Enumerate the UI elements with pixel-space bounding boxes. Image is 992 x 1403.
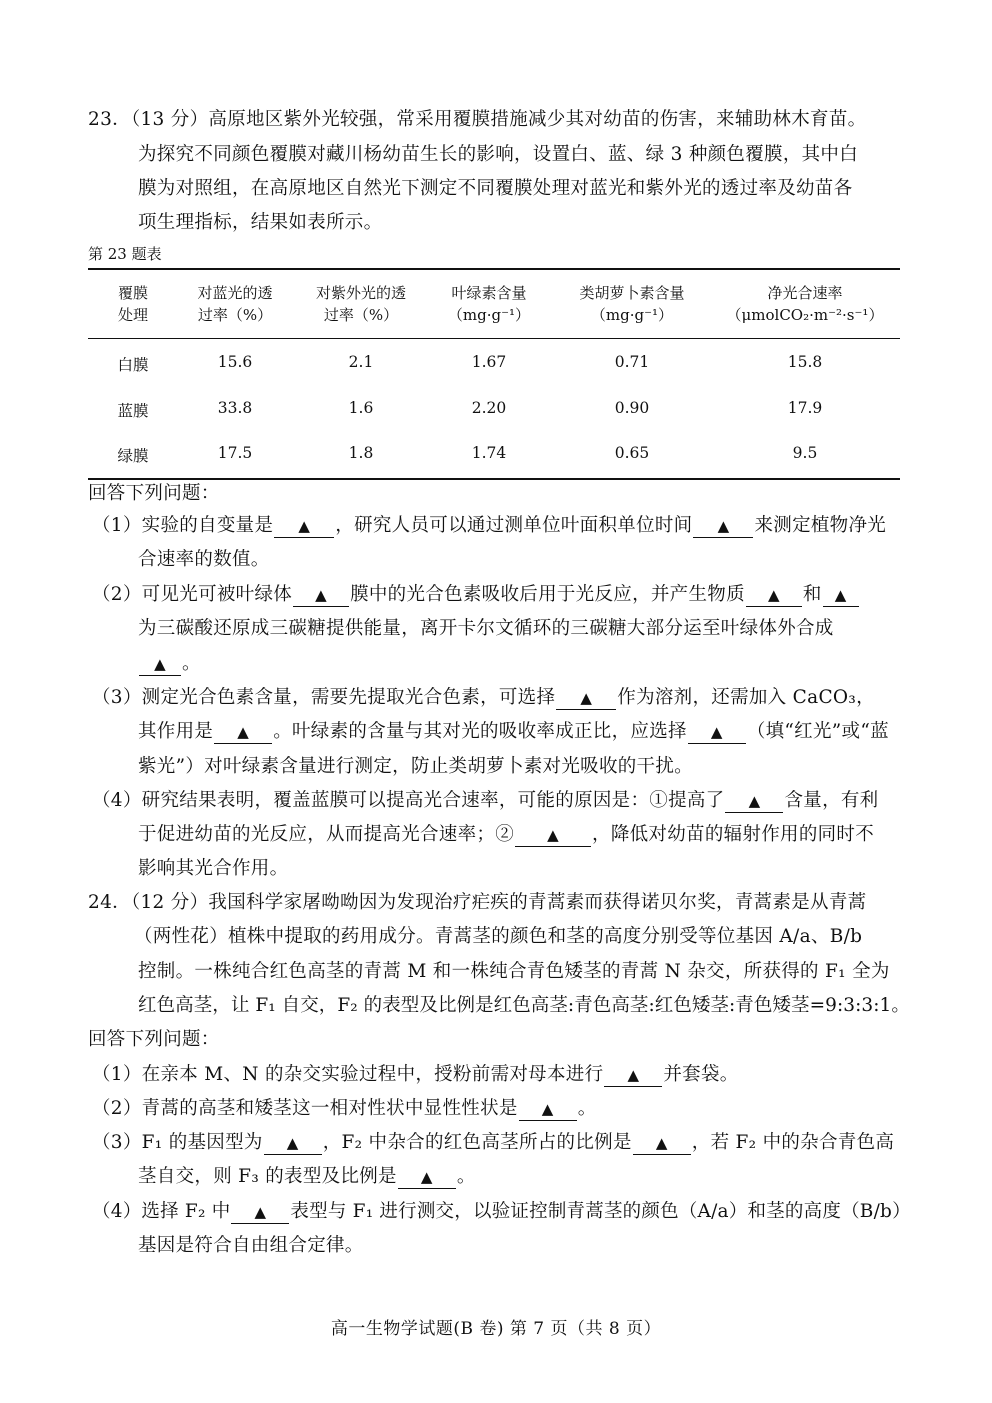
triangle-mark-icon: ▲ [580, 689, 593, 707]
answer-blank[interactable] [398, 1166, 456, 1189]
q23-part4-line-2 [138, 821, 874, 849]
table-cell: 2.1 [348, 353, 374, 371]
table-cell: 1.74 [471, 444, 507, 462]
text: （4）选择 F₂ 中 [92, 1201, 231, 1222]
answer-blank[interactable] [633, 1132, 691, 1155]
q24-answer-prompt: 回答下列问题： [88, 1029, 220, 1050]
q23-part4-line-3: 影响其光合作用。 [138, 858, 289, 879]
q23-part2-line-1 [92, 581, 860, 609]
q23-part2-line-3 [138, 650, 201, 678]
text: （4）研究结果表明，覆盖蓝膜可以提高光合速率，可能的原因是：①提高了 [92, 790, 725, 811]
table-cell: 2.20 [471, 399, 507, 417]
header-text: （mg·g⁻¹） [447, 306, 531, 324]
triangle-mark-icon: ▲ [710, 723, 723, 741]
table-cell: 绿膜 [117, 447, 149, 465]
q23-part1-line-2: 合速率的数值。 [138, 549, 270, 570]
table-cell: 1.6 [348, 399, 374, 417]
triangle-mark-icon: ▲ [237, 723, 250, 741]
table-header-cell [720, 282, 890, 326]
text: （1）在亲本 M、N 的杂交实验过程中，授粉前需对母本进行 [92, 1064, 604, 1085]
answer-blank[interactable] [231, 1201, 289, 1224]
header-text: 过率（%） [197, 306, 273, 324]
table-cell: 17.5 [217, 444, 253, 462]
text: 。 [182, 653, 201, 674]
q23-part4-line-1 [92, 787, 879, 815]
header-text: 叶绿素含量 [451, 284, 527, 302]
header-text: 对蓝光的透 [197, 284, 273, 302]
q24-part1 [92, 1061, 739, 1089]
table-header-cell [560, 282, 704, 326]
text: 和 [802, 584, 822, 605]
answer-blank[interactable] [725, 790, 783, 813]
text: （填“红光”或“蓝 [746, 721, 889, 742]
table-header-cell [180, 282, 290, 326]
table-cell: 0.90 [614, 399, 650, 417]
table-cell: 0.71 [614, 353, 650, 371]
triangle-mark-icon: ▲ [254, 1203, 267, 1221]
q24-intro-line-1: 24．（12 分）我国科学家屠呦呦因为发现治疗疟疾的青蒿素而获得诺贝尔奖，青蒿素是从青蒿 [88, 892, 867, 913]
triangle-mark-icon: ▲ [767, 586, 780, 604]
q24-part4-line-1 [92, 1198, 911, 1226]
q24-intro-line-3: 控制。一株纯合红色高茎的青蒿 M 和一株纯合青色矮茎的青蒿 N 杂交，所获得的 F₁ 全为 [138, 961, 890, 982]
q23-part3-line-1 [92, 684, 875, 712]
q24-part3-line-2 [138, 1163, 476, 1191]
table-cell: 17.9 [787, 399, 823, 417]
triangle-mark-icon: ▲ [547, 826, 559, 844]
text: 含量，有利 [784, 790, 879, 811]
q23-part1-line-1 [92, 512, 886, 540]
q23-part3-line-3: 紫光”）对叶绿素含量进行测定，防止类胡萝卜素对光吸收的干扰。 [138, 756, 693, 777]
table-top-rule [88, 268, 900, 270]
text: 于促进幼苗的光反应，从而提高光合速率；② [138, 824, 515, 845]
q23-intro-line-2: 为探究不同颜色覆膜对藏川杨幼苗生长的影响，设置白、蓝、绿 3 种颜色覆膜，其中白 [138, 144, 859, 165]
triangle-mark-icon: ▲ [834, 586, 847, 604]
text: ，降低对幼苗的辐射作用的同时不 [592, 824, 875, 845]
answer-blank[interactable] [274, 515, 334, 538]
text: （3）测定光合色素含量，需要先提取光合色素，可选择 [92, 687, 556, 708]
page-footer: 高一生物学试题(B 卷) 第 7 页（共 8 页） [330, 1319, 662, 1339]
table-cell: 1.67 [471, 353, 507, 371]
q24-part2 [92, 1095, 597, 1123]
table-cell: 15.8 [787, 353, 823, 371]
triangle-mark-icon: ▲ [286, 1134, 299, 1152]
answer-blank[interactable] [293, 584, 349, 607]
q23-part3-line-2 [138, 718, 889, 746]
header-text: （μmolCO₂·m⁻²·s⁻¹） [726, 306, 884, 324]
triangle-mark-icon: ▲ [748, 792, 761, 810]
table-cell: 白膜 [117, 356, 149, 374]
table-cell: 1.8 [348, 444, 374, 462]
header-text: 处理 [117, 306, 148, 324]
text: 并套袋。 [663, 1064, 739, 1085]
table-cell: 15.6 [217, 353, 253, 371]
q24-intro-line-2: （两性花）植株中提取的药用成分。青蒿茎的颜色和茎的高度分别受等位基因 A/a、B/b [134, 926, 863, 947]
answer-blank[interactable] [139, 653, 181, 676]
answer-blank[interactable] [604, 1064, 662, 1087]
text: （1）实验的自变量是 [92, 515, 274, 536]
q24-part3-line-1 [92, 1129, 894, 1157]
text: 茎自交，则 F₃ 的表型及比例是 [138, 1166, 397, 1187]
table-header-cell [98, 282, 168, 326]
answer-blank[interactable] [746, 584, 802, 607]
answer-blank[interactable] [693, 515, 753, 538]
answer-blank[interactable] [823, 584, 859, 607]
answer-blank[interactable] [515, 824, 591, 847]
answer-blank[interactable] [264, 1132, 322, 1155]
text: 其作用是 [138, 721, 214, 742]
answer-blank[interactable] [556, 687, 616, 710]
triangle-mark-icon: ▲ [154, 655, 166, 673]
answer-blank[interactable] [519, 1098, 577, 1121]
table-cell: 33.8 [217, 399, 253, 417]
header-text: 覆膜 [117, 284, 148, 302]
triangle-mark-icon: ▲ [541, 1100, 554, 1118]
triangle-mark-icon: ▲ [655, 1134, 668, 1152]
text: 。叶绿素的含量与其对光的吸收率成正比，应选择 [273, 721, 687, 742]
answer-blank[interactable] [688, 721, 746, 744]
table-caption: 第 23 题表 [88, 245, 162, 263]
text: ，若 F₂ 中的杂合青色高 [691, 1132, 895, 1153]
q23-intro-line-3: 膜为对照组，在高原地区自然光下测定不同覆膜处理对蓝光和紫外光的透过率及幼苗各 [138, 178, 853, 199]
table-cell: 9.5 [792, 444, 818, 462]
text: 作为溶剂，还需加入 CaCO₃， [617, 687, 875, 708]
triangle-mark-icon: ▲ [315, 586, 327, 604]
text: ，F₂ 中杂合的红色高茎所占的比例是 [322, 1132, 632, 1153]
text: 膜中的光合色素吸收后用于光反应，并产生物质 [350, 584, 745, 605]
q23-part2-line-2: 为三碳酸还原成三碳糖提供能量，离开卡尔文循环的三碳糖大部分运至叶绿体外合成 [138, 618, 834, 639]
header-text: 类胡萝卜素含量 [579, 284, 685, 302]
table-header-cell [300, 282, 422, 326]
header-text: 对紫外光的透 [315, 284, 406, 302]
triangle-mark-icon: ▲ [717, 517, 730, 535]
q23-intro-line-4: 项生理指标，结果如表所示。 [138, 212, 383, 233]
header-text: 净光合速率 [767, 284, 843, 302]
table-header-rule [88, 338, 900, 339]
text: ，研究人员可以通过测单位叶面积单位时间 [335, 515, 693, 536]
text: 表型与 F₁ 进行测交，以验证控制青蒿茎的颜色（A/a）和茎的高度（B/b） [290, 1201, 911, 1222]
table-header-cell [432, 282, 546, 326]
header-text: （mg·g⁻¹） [590, 306, 674, 324]
text: 。 [456, 1166, 476, 1187]
q24-intro-line-4: 红色高茎，让 F₁ 自交，F₂ 的表型及比例是红色高茎:青色高茎:红色矮茎:青色矮茎=9:3:3:1。 [138, 995, 910, 1016]
text: （3）F₁ 的基因型为 [92, 1132, 263, 1153]
table-cell: 蓝膜 [117, 402, 149, 420]
triangle-mark-icon: ▲ [298, 517, 311, 535]
table-cell: 0.65 [614, 444, 650, 462]
text: 。 [577, 1098, 597, 1119]
text: （2）青蒿的高茎和矮茎这一相对性状中显性性状是 [92, 1098, 518, 1119]
triangle-mark-icon: ▲ [420, 1168, 433, 1186]
triangle-mark-icon: ▲ [627, 1066, 640, 1084]
q23-answer-prompt: 回答下列问题： [88, 483, 220, 504]
header-text: 过率（%） [323, 306, 399, 324]
text: 来测定植物净光 [754, 515, 887, 536]
answer-blank[interactable] [214, 721, 272, 744]
text: （2）可见光可被叶绿体 [92, 584, 293, 605]
q24-part4-line-2: 基因是符合自由组合定律。 [138, 1235, 364, 1256]
q23-intro-line-1: 23．（13 分）高原地区紫外光较强，常采用覆膜措施减少其对幼苗的伤害，来辅助林木育苗。 [88, 109, 867, 130]
